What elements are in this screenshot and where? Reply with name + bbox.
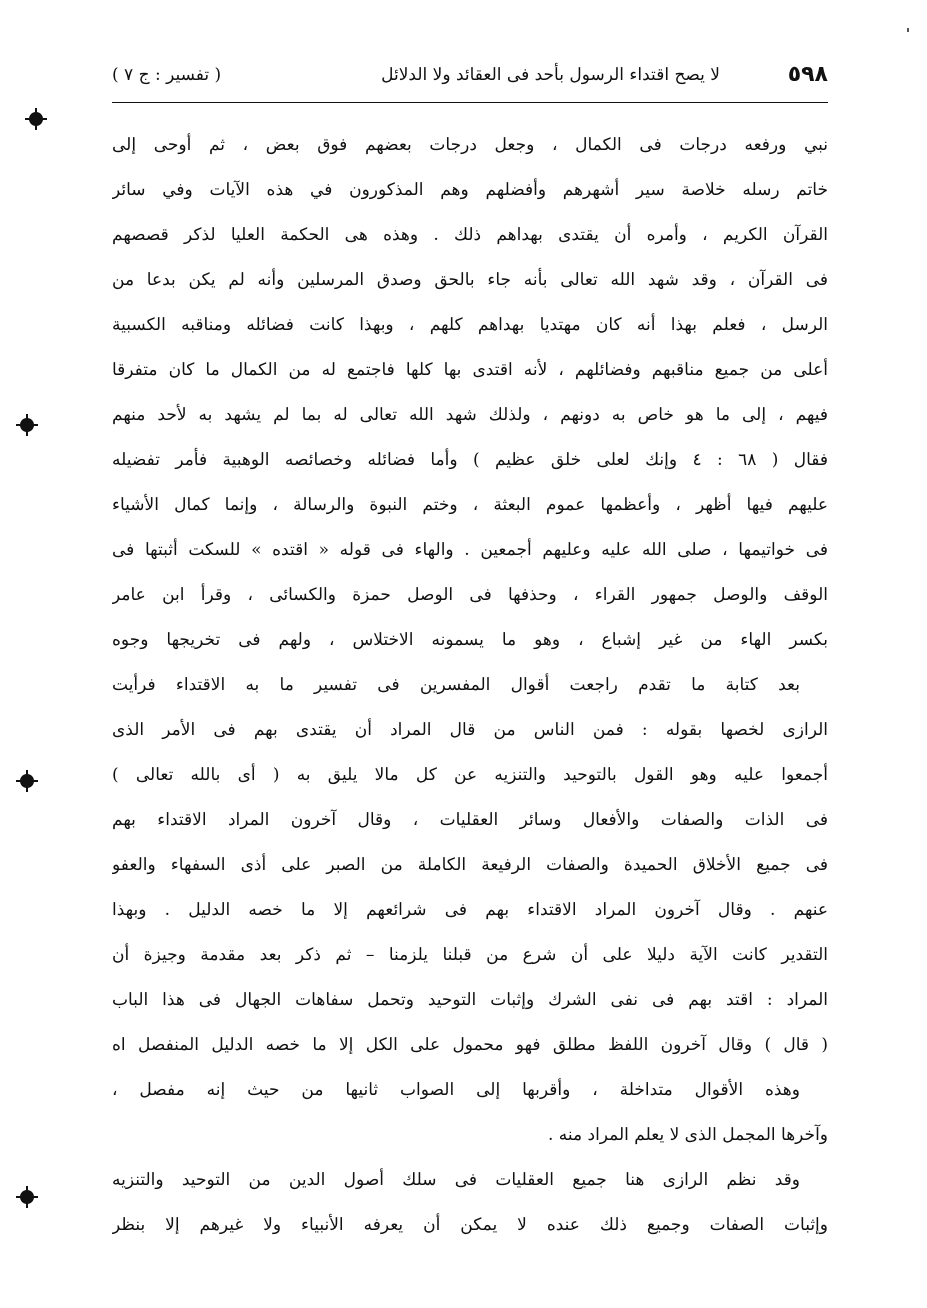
text-line: فى الذات والصفات والأفعال وسائر العقليات ، وقال آخرون المراد الاقتداء بهم: [112, 810, 828, 830]
text-line: فى القرآن ، وقد شهد الله تعالى بأنه جاء بالحق وصدق المرسلين وأنه لم يكن بدعا من: [112, 270, 828, 290]
header-title: لا يصح اقتداء الرسول بأحد فى العقائد ولا الدلائل: [381, 65, 720, 85]
text-line: المراد : اقتد بهم فى نفى الشرك وإثبات التوحيد وتحمل سفاهات الجهال فى هذا الباب: [112, 990, 828, 1010]
text-line: القرآن الكريم ، وأمره أن يقتدى بهداهم ذلك . وهذه هى الحكمة العليا لذكر قصصهم: [112, 225, 828, 245]
text-line: بكسر الهاء من غير إشباع ، وهو ما يسمونه الاختلاس ، ولهم فى تخريجها وجوه: [112, 630, 828, 650]
binding-hole-mark: [20, 418, 34, 432]
header-rule: [112, 102, 828, 103]
text-line: التقدير كانت الآية دليلا على أن شرع من قبلنا يلزمنا – ثم ذكر بعد مقدمة وجيزة أن: [112, 945, 828, 965]
binding-hole-mark: [29, 112, 43, 126]
text-line: خاتم رسله خلاصة سير أشهرهم وأفضلهم وهم المذكورون في هذه الآيات وفي سائر: [112, 180, 828, 200]
binding-hole-mark: [20, 774, 34, 788]
text-line: الرسل ، فعلم بهذا أنه كان مهتديا بهداهم كلهم ، وبهذا كانت فضائله ومناقبه الكسبية: [112, 315, 828, 335]
text-line: أعلى من جميع مناقبهم وفضائلهم ، لأنه اقتدى بها كلها فاجتمع له من الكمال ما كان متفرقا: [112, 360, 828, 380]
text-line: نبي ورفعه درجات فى الكمال ، وجعل درجات بعضهم فوق بعض ، ثم أوحى إلى: [112, 135, 828, 155]
text-line: عليهم فيها أظهر ، وأعظمها عموم البعثة ، وختم النبوة والرسالة ، وإنما كمال الأشياء: [112, 495, 828, 515]
text-line: ( قال ) وقال آخرون اللفظ مطلق فهو محمول على الكل إلا ما خصه الدليل المنفصل اه: [112, 1035, 828, 1055]
text-line: فيهم ، إلى ما هو خاص به دونهم ، ولذلك شهد الله تعالى له بما لم يشهد به لأحد منهم: [112, 405, 828, 425]
running-header: [112, 60, 828, 100]
scan-mark: [907, 28, 909, 32]
text-line: وآخرها المجمل الذى لا يعلم المراد منه .: [547, 1125, 828, 1145]
header-source: ( تفسير : ج ٧ ): [112, 65, 222, 85]
binding-hole-mark: [20, 1190, 34, 1204]
text-line: فقال ( ٦٨ : ٤ وإنك لعلى خلق عظيم ) وأما فضائله وخصائصه الوهبية فأمر تفضيله: [112, 450, 828, 470]
text-line: أجمعوا عليه وهو القول بالتوحيد والتنزيه عن كل مالا يليق به ( أى بالله تعالى ): [112, 765, 828, 785]
text-line: الرازى لخصها بقوله : فمن الناس من قال المراد أن يقتدى بهم فى الأمر الذى: [112, 720, 828, 740]
text-line: فى جميع الأخلاق الحميدة والصفات الرفيعة الكاملة من الصبر على أذى السفهاء والعفو: [112, 855, 828, 875]
text-line: وهذه الأقوال متداخلة ، وأقربها إلى الصواب ثانيها من حيث إنه مفصل ،: [112, 1080, 800, 1100]
text-line: الوقف والوصل جمهور القراء ، وحذفها فى الوصل حمزة والكسائى ، وقرأ ابن عامر: [112, 585, 828, 605]
page-number: ٥٩٨: [787, 62, 828, 87]
text-line: وقد نظم الرازى هنا جميع العقليات فى سلك أصول الدين من التوحيد والتنزيه: [112, 1170, 800, 1190]
text-line: فى خواتيمها ، صلى الله عليه وعليهم أجمعين . والهاء فى قوله « اقتده » للسكت أثبتها فى: [112, 540, 828, 560]
text-line: بعد كتابة ما تقدم راجعت أقوال المفسرين فى تفسير ما به الاقتداء فرأيت: [112, 675, 800, 695]
text-line: عنهم . وقال آخرون المراد الاقتداء بهم فى شرائعهم إلا ما خصه الدليل . وبهذا: [112, 900, 828, 920]
text-line: وإثبات الصفات وجميع ذلك عنده لا يمكن أن يعرفه الأنبياء ولا غيرهم إلا بنظر: [112, 1215, 828, 1235]
